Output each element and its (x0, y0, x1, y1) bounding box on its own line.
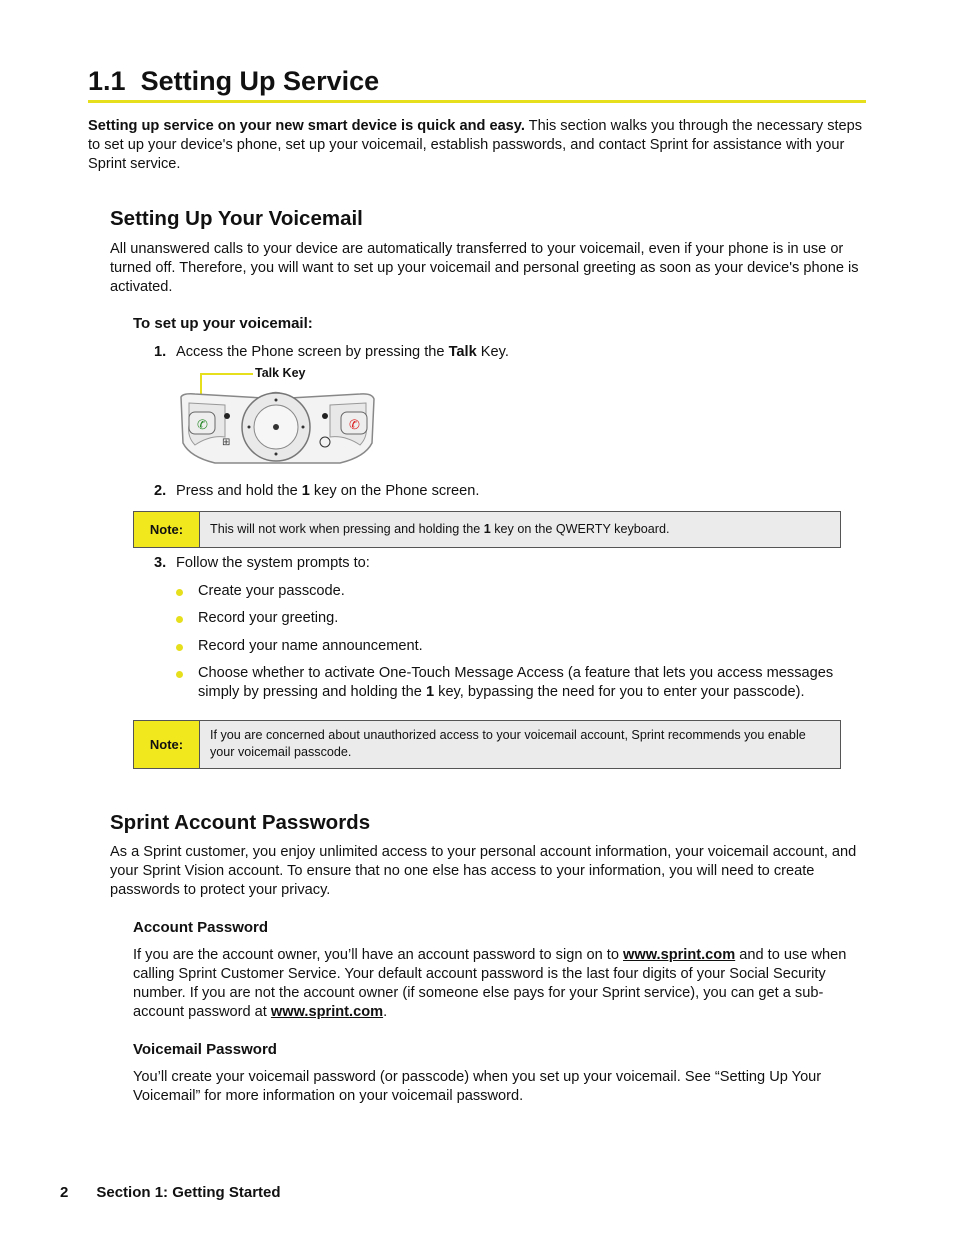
list-item (198, 637, 423, 656)
svg-text:⊞: ⊞ (222, 437, 231, 448)
intro-text: This section walks you through the necessary steps to set up your device's phone, set up your voicemail, establish passwords, and contact Sprint for assistance with your Sprint service. (88, 118, 863, 172)
sprint-link[interactable]: www.sprint.com (270, 1004, 384, 1020)
intro-paragraph (88, 117, 863, 174)
section-number: 1.1 (88, 66, 126, 96)
step-1 (154, 342, 509, 362)
phone-keypad-figure (175, 365, 380, 473)
note-text: If you are concerned about unauthorized access to your voicemail account, Sprint recommends you enable your voicemail passcode. (210, 728, 806, 759)
bullet-2-text: Record your greeting. (198, 610, 339, 626)
bullet-4-key: 1 (425, 684, 435, 700)
bullet-4-tail: key, bypassing the need for you to enter your passcode). (434, 684, 805, 700)
step-3-number: 3. (154, 555, 167, 571)
account-text-end: . (383, 1004, 388, 1020)
voicemail-heading: Setting Up Your Voicemail (110, 207, 363, 230)
step-2-tail: key on the Phone screen. (309, 483, 480, 499)
voicemail-password-body: You’ll create your voicemail password (or passcode) when you set up your voicemail. See “Setting Up Your Voicemail” for more information on your voicemail password. (133, 1069, 822, 1104)
note-label: Note: (134, 512, 200, 547)
page-number: 2 (60, 1184, 69, 1201)
footer-section: Section 1: Getting Started (96, 1184, 281, 1201)
account-password-body (133, 946, 861, 1022)
bullet-1-text: Create your passcode. (198, 583, 345, 599)
step-3-text: Follow the system prompts to: (176, 555, 370, 571)
step-2-text: Press and hold the (176, 483, 302, 499)
bullet-icon (176, 671, 183, 678)
phone-keypad-illustration (175, 365, 380, 473)
note-box-2 (133, 720, 841, 769)
svg-text:✆: ✆ (197, 418, 208, 433)
key-one-label: 1 (301, 483, 310, 499)
list-item (198, 582, 345, 601)
talk-key-label: Talk (448, 344, 477, 360)
section-title: Setting Up Service (140, 66, 380, 96)
step-1-tail: Key. (476, 344, 509, 360)
step-1-number: 1. (154, 344, 167, 360)
account-text: If you are the account owner, you’ll have an account password to sign on to (133, 947, 624, 963)
note-label: Note: (134, 721, 200, 768)
page-title (88, 62, 866, 103)
step-2 (154, 481, 479, 501)
bullet-3-text: Record your name announcement. (198, 638, 423, 654)
account-text-mid: and to use when calling Sprint Customer Service. Your default account password is the last four digits of your Social Security number. If you are not the account owner (if someone else pays for your Sprint service), you can get a sub-account password at (133, 947, 847, 1020)
list-item (198, 609, 338, 628)
note-box-1 (133, 511, 841, 548)
passwords-heading: Sprint Account Passwords (110, 811, 371, 834)
svg-text:✆: ✆ (349, 418, 360, 433)
bullet-icon (176, 589, 183, 596)
list-item (198, 664, 848, 702)
note-1-tail: key on the QWERTY keyboard. (490, 522, 670, 536)
bullet-icon (176, 644, 183, 651)
figure-callout-label: Talk Key (255, 366, 306, 380)
page-footer (60, 1184, 281, 1201)
step-2-number: 2. (154, 483, 167, 499)
voicemail-body: All unanswered calls to your device are automatically transferred to your voicemail, even if your phone is in use or turned off. Therefore, you will want to set up your voicemail and personal greeting as soon as your device's phone is activated. (110, 241, 859, 295)
bullet-4-text: Choose whether to activate One-Touch Message Access (a feature that lets you access messages simply by pressing and holding the (198, 665, 834, 700)
note-1-text: This will not work when pressing and holding the (210, 522, 484, 536)
voicemail-password-heading: Voicemail Password (133, 1041, 277, 1058)
note-1-key: 1 (483, 522, 491, 536)
step-1-text: Access the Phone screen by pressing the (176, 344, 449, 360)
passwords-body: As a Sprint customer, you enjoy unlimited access to your personal account information, your voicemail account, and your Sprint Vision account. To ensure that no one else has access to your information, you will need to create passwords to protect your privacy. (110, 844, 857, 898)
note-text (200, 512, 840, 547)
bullet-icon (176, 616, 183, 623)
sprint-link[interactable]: www.sprint.com (623, 947, 736, 963)
voicemail-howto: To set up your voicemail: (133, 315, 313, 332)
account-password-heading: Account Password (133, 919, 269, 936)
step-3 (154, 553, 370, 573)
intro-bold: Setting up service on your new smart device is quick and easy. (88, 118, 525, 134)
